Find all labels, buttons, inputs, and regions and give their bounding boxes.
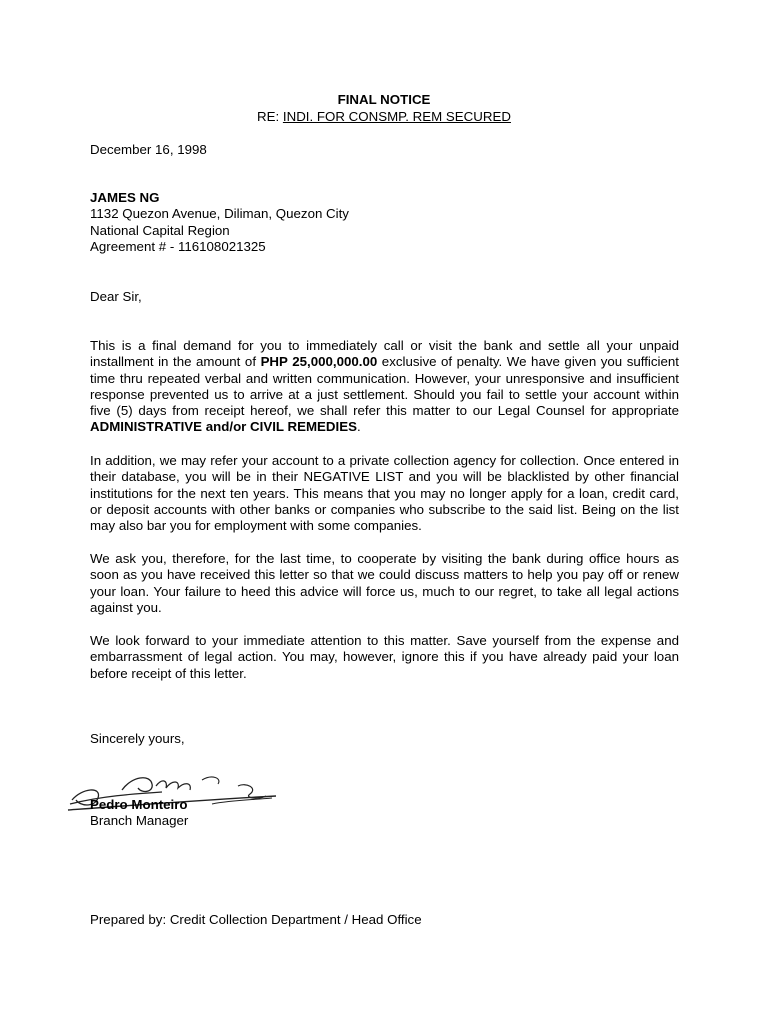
paragraph-demand-text-1: This is a final demand for you to immediately call or visit the bank and settle all your unpaid installment in the amount of bbox=[90, 338, 679, 370]
remedies-text: ADMINISTRATIVE and/or CIVIL REMEDIES bbox=[90, 419, 357, 435]
unpaid-amount: PHP 25,000,000.00 bbox=[260, 354, 378, 370]
paragraph-look-forward: We look forward to your immediate attention to this matter. Save yourself from the expense and embarrassment of legal action. You may, however, ignore this if you have already paid your loan before receipt of this letter. bbox=[90, 633, 679, 681]
agreement-number: Agreement # - 116108021325 bbox=[90, 238, 266, 254]
recipient-block bbox=[90, 190, 679, 255]
closing: Sincerely yours, bbox=[90, 731, 185, 746]
paragraph-demand bbox=[90, 338, 679, 436]
recipient-address: 1132 Quezon Avenue, Diliman, Quezon City bbox=[90, 206, 349, 222]
paragraph-demand-text-3: . bbox=[356, 419, 361, 435]
signatory-name: Pedro Monteiro bbox=[90, 797, 188, 812]
recipient-name: JAMES NG bbox=[90, 190, 160, 205]
paragraph-collection-agency: In addition, we may refer your account to a private collection agency for collection. Once entered in their database, you will be in their NEGATIVE LIST and you will be blacklisted by other financial institutions for the next ten years. This means that you may no longer apply for a loan, credit card, or deposit accounts with other banks or companies who subscribe to the said list. Being on the list may also bar you for employment with some companies. bbox=[90, 453, 679, 534]
paragraph-demand-text-2: exclusive of penalty. We have given you sufficient time thru repeated verbal and written communication. However, your unresponsive and insufficient response prevented us to arrive at a just settlement. Should you fail to settle your account within five (5) days from receipt hereof, we shall refer this matter to our Legal Counsel for appropriate bbox=[90, 354, 679, 419]
letter-title: FINAL NOTICE bbox=[337, 92, 431, 107]
re-subject: INDI. FOR CONSMP. REM SECURED bbox=[282, 109, 511, 124]
signatory-title: Branch Manager bbox=[90, 813, 189, 829]
re-prefix: RE: bbox=[257, 109, 283, 124]
letter-date: December 16, 1998 bbox=[90, 142, 207, 157]
re-line bbox=[0, 109, 768, 125]
prepared-by: Prepared by: Credit Collection Department / Head Office bbox=[90, 912, 422, 927]
salutation: Dear Sir, bbox=[90, 289, 142, 304]
signatory-block bbox=[90, 797, 679, 830]
recipient-region: National Capital Region bbox=[90, 222, 230, 238]
paragraph-cooperate: We ask you, therefore, for the last time, to cooperate by visiting the bank during office hours as soon as you have received this letter so that we could discuss matters to help you pay off or renew your loan. Your failure to heed this advice will force us, much to our regret, to take all legal actions against you. bbox=[90, 551, 679, 615]
